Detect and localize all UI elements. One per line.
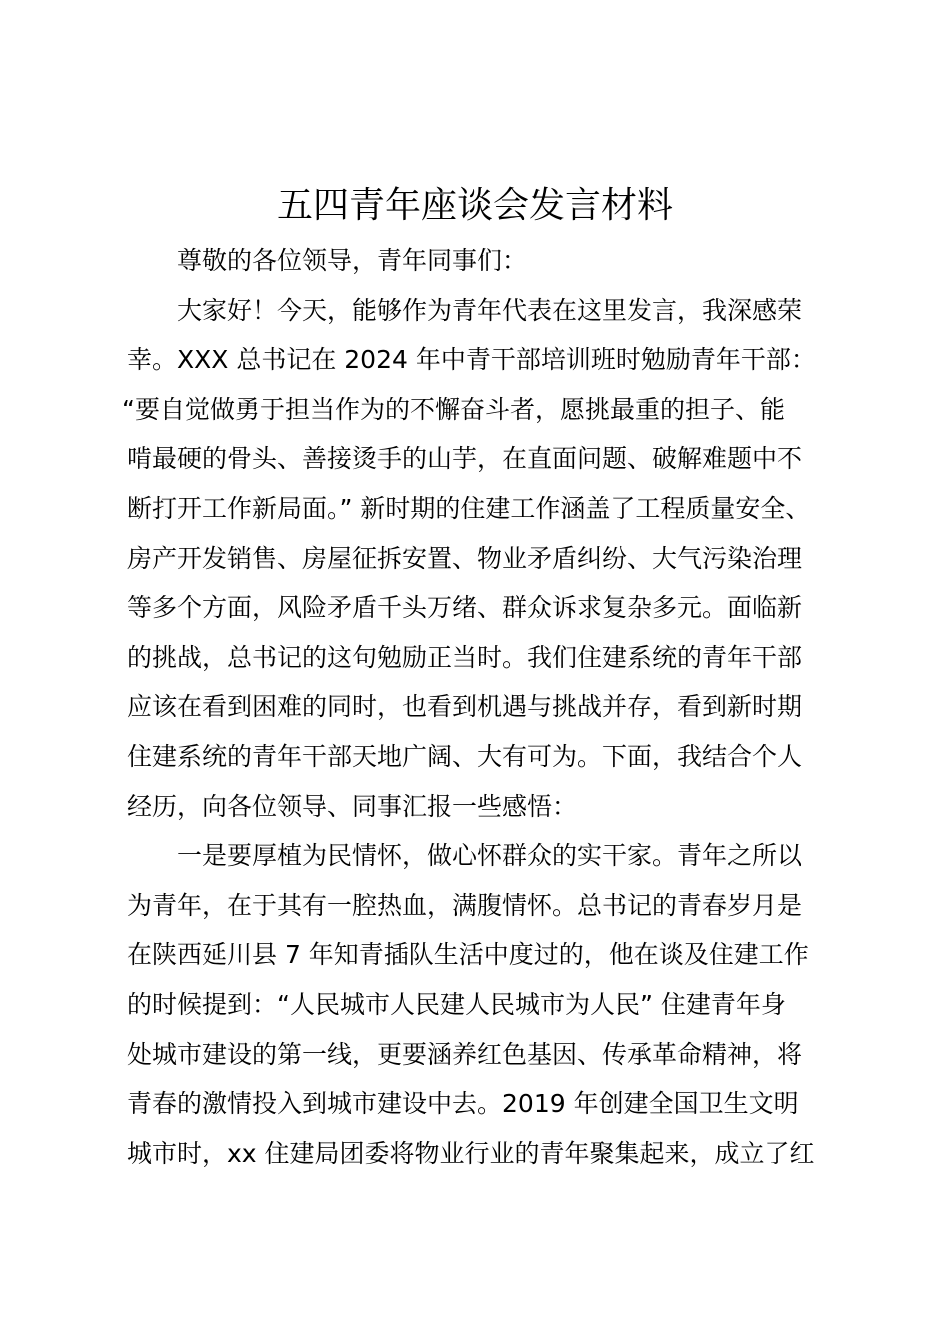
salutation-line: 尊敬的各位领导，青年同事们： [177,246,528,275]
document-title: 五四青年座谈会发言材料 [276,185,673,226]
paragraph-line: 房产开发销售、房屋征拆安置、物业矛盾纠纷、大气污染治理 [127,543,803,573]
paragraph-line: 啃最硬的骨头、善接烫手的山芋，在直面问题、破解难题中不 [127,444,803,474]
paragraph-line: 在陕西延川县 7 年知青插队生活中度过的，他在谈及住建工作 [127,940,809,970]
paragraph-line: 等多个方面，风险矛盾千头万绪、群众诉求复杂多元。面临新 [127,593,803,623]
paragraph-line: 应该在看到困难的同时，也看到机遇与挑战并存，看到新时期 [127,692,803,722]
paragraph-line: 的时候提到：“人民城市人民建人民城市为人民” 住建青年身 [127,989,786,1019]
paragraph-line: 处城市建设的第一线，更要涵养红色基因、传承革命精神，将 [127,1039,803,1069]
document-body [122,236,837,1178]
paragraph-line: 城市时，xx 住建局团委将物业行业的青年聚集起来，成立了红 [127,1138,815,1168]
paragraph-line: 经历，向各位领导、同事汇报一些感悟： [127,791,578,821]
paragraph-line: 断打开工作新局面。” 新时期的住建工作涵盖了工程质量安全、 [127,493,811,523]
paragraph-line: 住建系统的青年干部天地广阔、大有可为。下面，我结合个人 [127,741,803,771]
paragraph-line: “要自觉做勇于担当作为的不懈奋斗者，愿挑最重的担子、能 [122,394,785,424]
paragraph-line: 幸。XXX 总书记在 2024 年中青干部培训班时勉励青年干部： [127,345,816,375]
paragraph-line: 青春的激情投入到城市建设中去。2019 年创建全国卫生文明 [127,1089,799,1119]
paragraph-line: 大家好！今天，能够作为青年代表在这里发言，我深感荣 [177,295,803,325]
paragraph-line: 的挑战，总书记的这句勉励正当时。我们住建系统的青年干部 [127,642,803,672]
paragraph-line: 为青年，在于其有一腔热血，满腹情怀。总书记的青春岁月是 [127,890,803,920]
paragraph-line: 一是要厚植为民情怀，做心怀群众的实干家。青年之所以 [177,841,803,871]
